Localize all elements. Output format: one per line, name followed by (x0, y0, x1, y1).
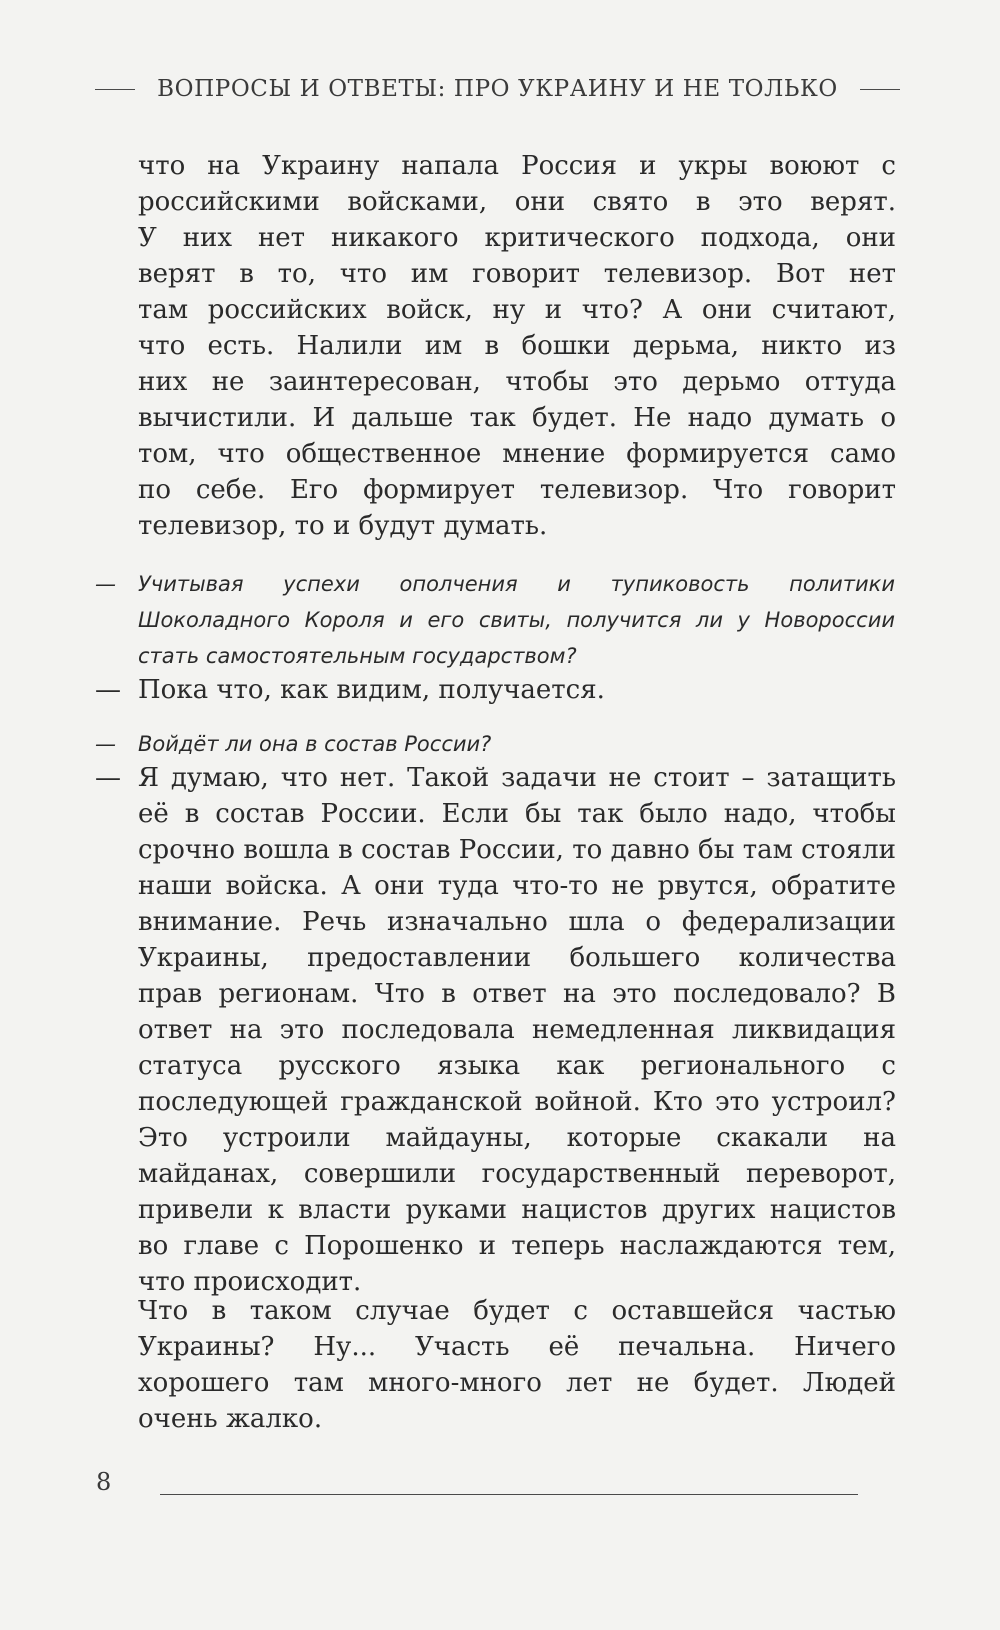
question-text: стать самостоятельным государством? (138, 644, 577, 668)
answer-dash: — (95, 763, 121, 793)
running-head-rule-left (95, 89, 135, 90)
question-text: Шоколадного Короля и его свиты, получится ли у Новороссии (138, 608, 895, 632)
question-line (95, 726, 895, 762)
answer-text: последующей гражданской войной. Кто это устроил? (138, 1087, 896, 1117)
answer-line (95, 832, 896, 868)
answer-text: прав регионам. Что в ответ на это последовало? В (138, 979, 896, 1009)
running-head (95, 76, 900, 102)
text-line: что на Украину напала Россия и укры воюют с (138, 151, 896, 181)
answer-line (95, 760, 896, 796)
text-line: У них нет никакого критического подхода, они (138, 223, 896, 253)
page-number: 8 (96, 1468, 112, 1496)
answer-dash: — (95, 675, 121, 705)
answer-line (95, 1048, 896, 1084)
answer-text: её в состав России. Если бы так было надо, чтобы (138, 799, 896, 829)
question-line (95, 566, 895, 602)
answer-line (95, 976, 896, 1012)
text-line: по себе. Его формирует телевизор. Что говорит (138, 475, 896, 505)
answer-line (95, 1192, 896, 1228)
answer-line (95, 796, 896, 832)
answer-2 (95, 760, 896, 1300)
answer-text: Пока что, как видим, получается. (138, 675, 605, 705)
text-line: том, что общественное мнение формируется само (138, 439, 896, 469)
answer-text: привели к власти руками нацистов других нацистов (138, 1195, 896, 1225)
answer-line (95, 868, 896, 904)
answer-line (95, 1012, 896, 1048)
answer-text: Украины, предоставлении большего количества (138, 943, 896, 973)
question-2 (95, 726, 895, 762)
question-dash: — (95, 732, 116, 756)
text-line: что есть. Налили им в бошки дерьма, никто из (138, 331, 896, 361)
answer-text: майданах, совершили государственный переворот, (138, 1159, 896, 1189)
text-line: Украины? Ну... Участь её печальна. Ничего (138, 1332, 896, 1362)
answer-line (95, 672, 896, 708)
text-line: российскими войсками, они свято в это верят. (138, 187, 896, 217)
answer-text: во главе с Порошенко и теперь наслаждаются тем, (138, 1231, 896, 1261)
answer-text: статуса русского языка как регионального с (138, 1051, 896, 1081)
answer-line (95, 1156, 896, 1192)
paragraph-1 (138, 148, 896, 544)
answer-line (95, 904, 896, 940)
question-dash: — (95, 572, 116, 596)
answer-line (95, 940, 896, 976)
text-line: Что в таком случае будет с оставшейся частью (138, 1296, 896, 1326)
answer-text: внимание. Речь изначально шла о федерализации (138, 907, 896, 937)
answer-line (95, 1120, 896, 1156)
text-line: очень жалко. (138, 1404, 323, 1434)
answer-line (95, 1228, 896, 1264)
text-line: верят в то, что им говорит телевизор. Вот нет (138, 259, 896, 289)
question-line (95, 638, 895, 674)
text-line: хорошего там много-много лет не будет. Людей (138, 1368, 896, 1398)
answer-text: Я думаю, что нет. Такой задачи не стоит – затащить (138, 763, 896, 793)
running-head-title: ВОПРОСЫ И ОТВЕТЫ: ПРО УКРАИНУ И НЕ ТОЛЬКО (157, 76, 838, 102)
answer-text: срочно вошла в состав России, то давно бы там стояли (138, 835, 896, 865)
question-text: Учитывая успехи ополчения и тупиковость политики (138, 572, 895, 596)
text-line: телевизор, то и будут думать. (138, 511, 548, 541)
answer-text: наши войска. А они туда что-то не рвутся, обратите (138, 871, 896, 901)
footer-rule (160, 1494, 858, 1495)
answer-1 (95, 672, 896, 708)
question-text: Войдёт ли она в состав России? (138, 732, 492, 756)
question-1 (95, 566, 895, 674)
answer-text: Это устроили майдауны, которые скакали на (138, 1123, 896, 1153)
running-head-rule-right (860, 89, 900, 90)
text-line: них не заинтересован, чтобы это дерьмо оттуда (138, 367, 896, 397)
paragraph-2 (138, 1293, 896, 1437)
answer-text: ответ на это последовала немедленная ликвидация (138, 1015, 896, 1045)
text-line: там российских войск, ну и что? А они считают, (138, 295, 896, 325)
answer-line (95, 1084, 896, 1120)
question-line (95, 602, 895, 638)
answer-text: что происходит. (138, 1267, 362, 1297)
text-line: вычистили. И дальше так будет. Не надо думать о (138, 403, 896, 433)
